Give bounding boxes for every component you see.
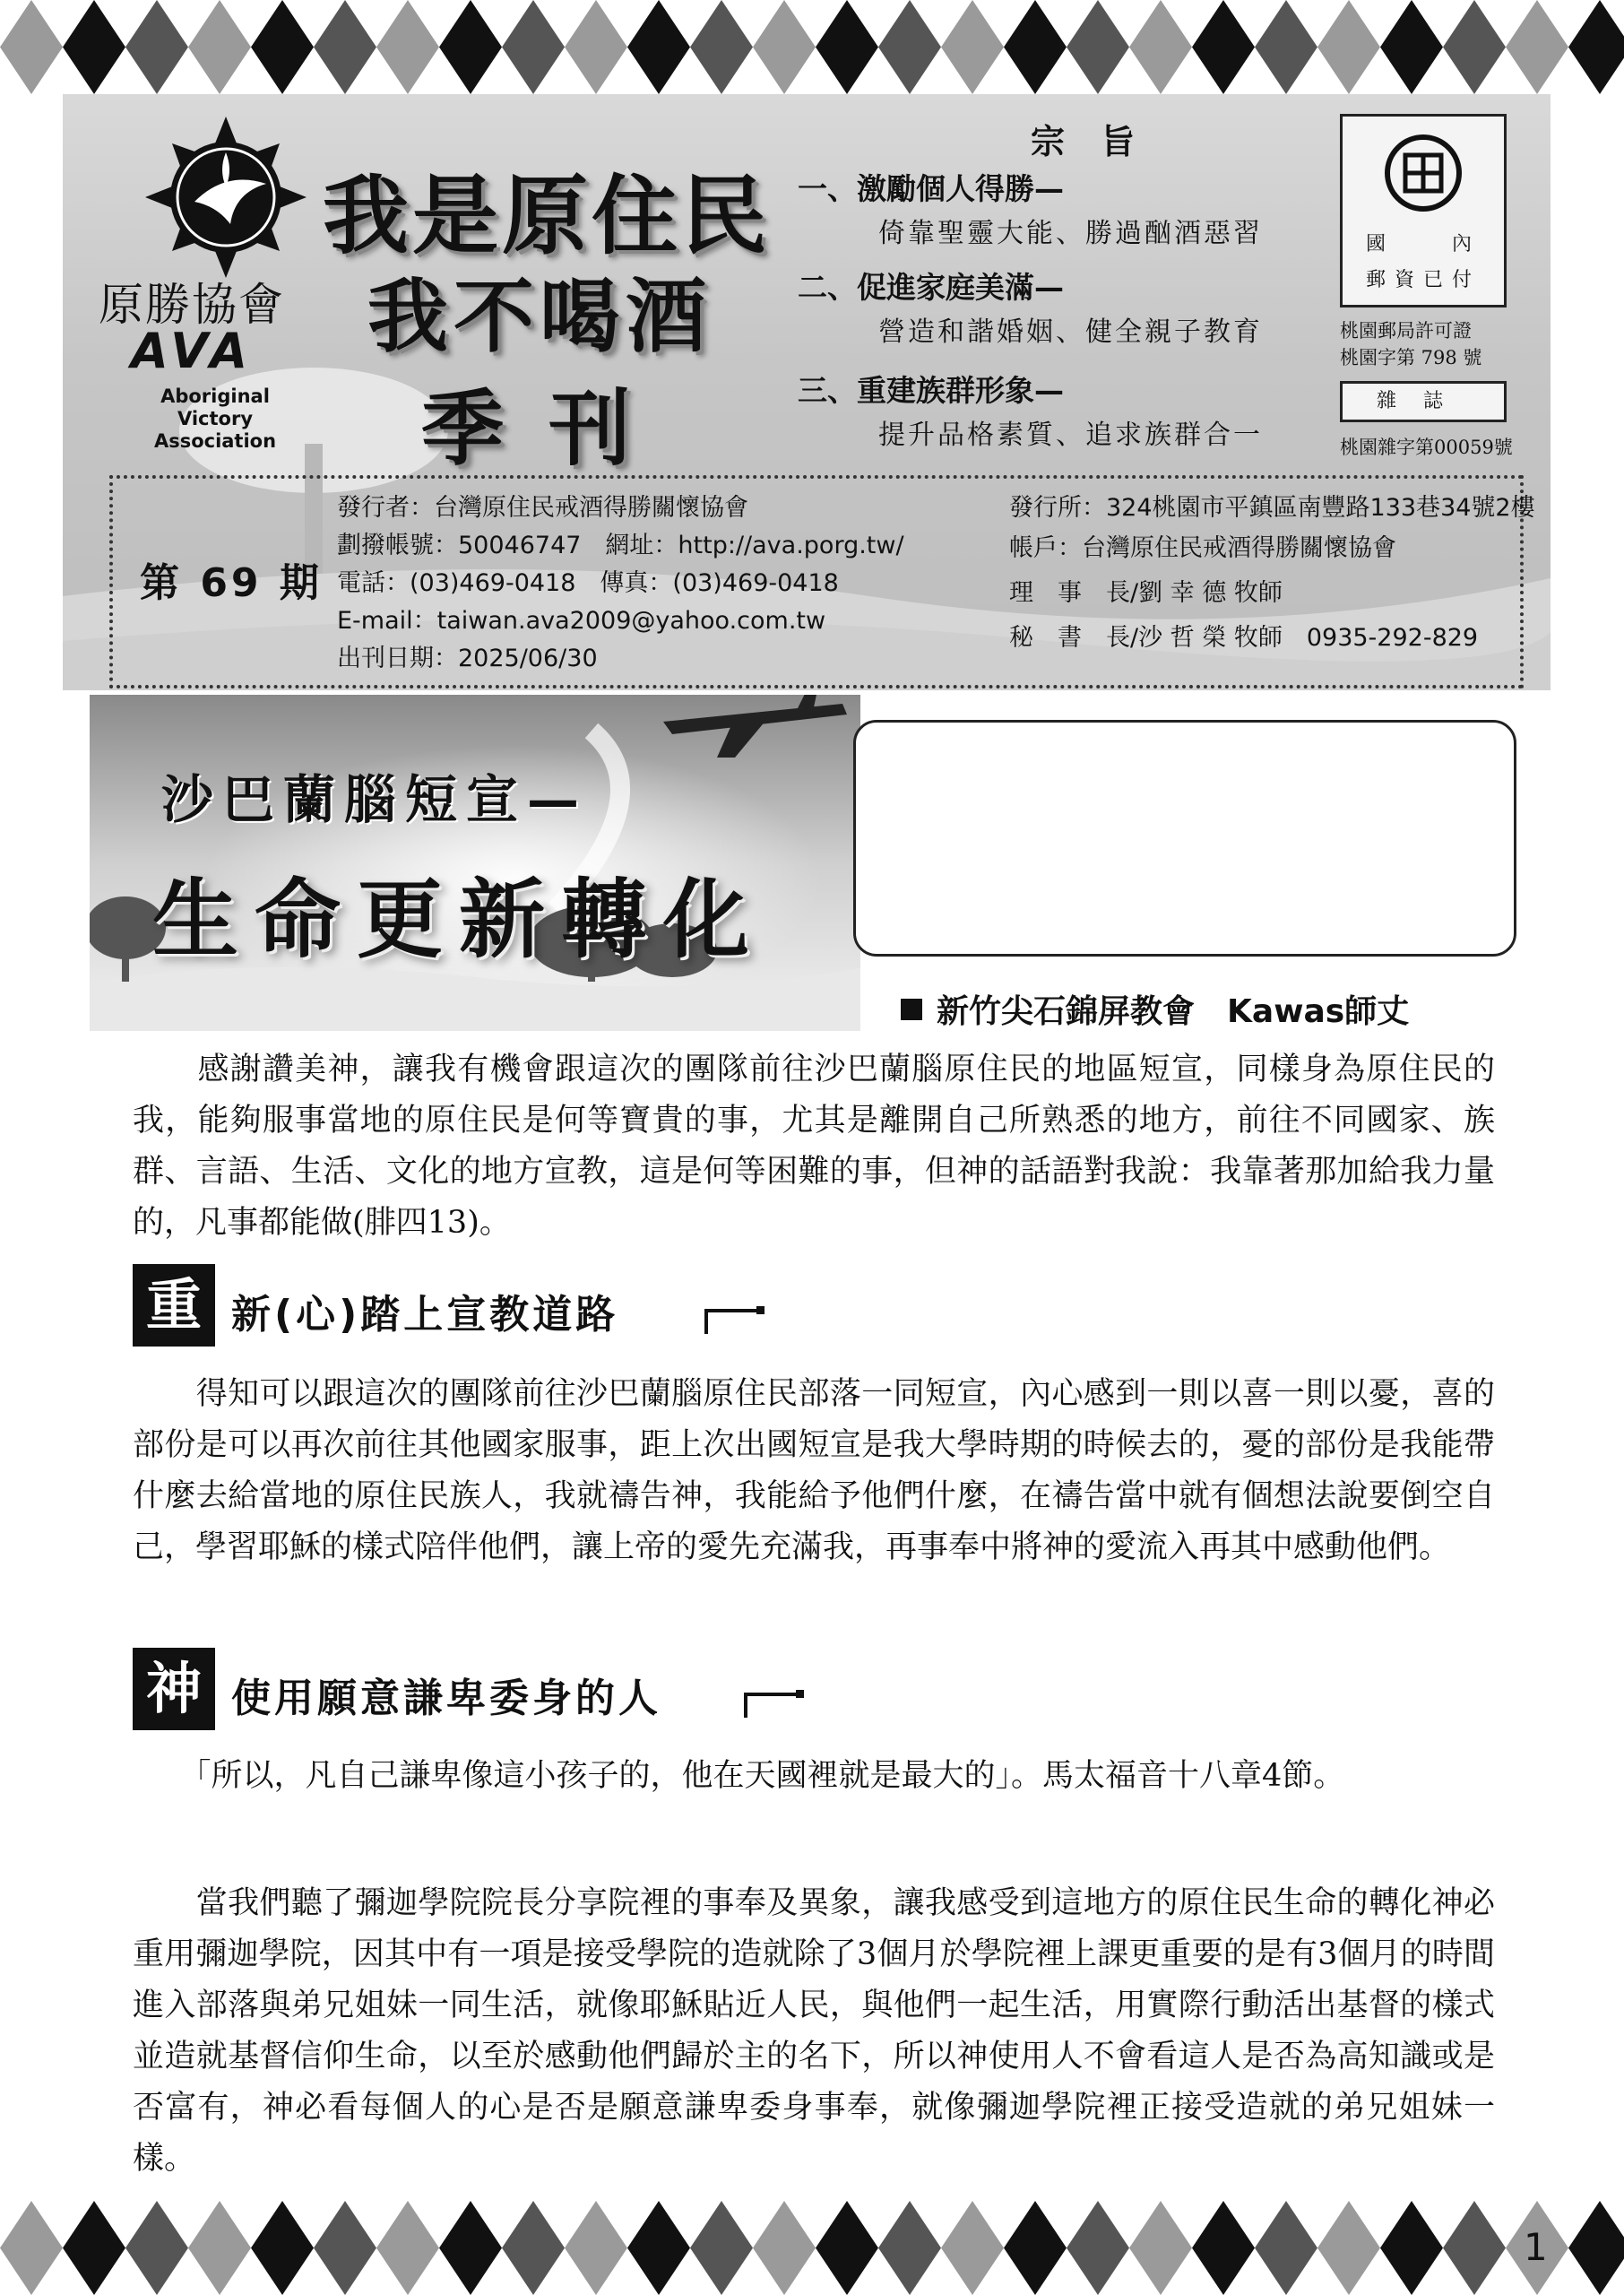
section-heading-1 bbox=[133, 1264, 850, 1347]
masthead bbox=[63, 94, 1551, 690]
article-byline bbox=[901, 986, 1409, 1032]
org-en-line: Victory bbox=[177, 408, 254, 429]
top-diamond-border bbox=[0, 0, 1624, 94]
issue-number: 第 69 期 bbox=[140, 560, 323, 606]
purpose-heading: 宗旨 bbox=[1031, 122, 1171, 161]
info-line: 電話：(03)469-0418 傳真：(03)469-0418 bbox=[337, 569, 839, 597]
info-line: 劃撥帳號：50046747 網址：http://ava.porg.tw/ bbox=[337, 532, 904, 559]
info-line: 理 事 長/劉 幸 德 牧師 bbox=[1009, 579, 1283, 607]
heading-ornament bbox=[703, 1302, 765, 1338]
purpose-label: 二、促進家庭美滿— bbox=[798, 270, 1064, 305]
org-name: 原勝協會 bbox=[99, 279, 285, 331]
info-line: 發行所：324桃園市平鎮區南豐路133巷34號2樓 bbox=[1009, 494, 1535, 522]
info-line: 發行者：台灣原住民戒酒得勝關懷協會 bbox=[337, 494, 748, 522]
org-abbreviation: AVA bbox=[131, 323, 254, 379]
magazine-registration: 桃園雜字第00059號 bbox=[1340, 437, 1513, 458]
postal-permit: 桃園字第 798 號 bbox=[1340, 347, 1482, 368]
magazine-title-line-2: 我不喝酒 bbox=[367, 270, 712, 364]
page-number: 1 bbox=[1524, 2225, 1548, 2269]
address-label-box bbox=[853, 720, 1516, 957]
org-en-line: Aboriginal bbox=[160, 385, 270, 407]
section-title: 使用願意謙卑委身的人 bbox=[231, 1676, 661, 1721]
magazine-title-line-3: 季刊 bbox=[421, 381, 677, 477]
banner-subtitle: 沙巴蘭腦短宣— bbox=[161, 769, 589, 830]
section-2-paragraph: 當我們聽了彌迦學院院長分享院裡的事奉及異象，讓我感受到這地方的原住民生命的轉化神必重用彌迦學院，因其中有一項是接受學院的造就除了3個月於學院裡上課更重要的是有3個月的時間進入部落與弟兄姐妹一同生活，就像耶穌貼近人民，與他們一起生活，用實際行動活出基督的樣式並造就基督信仰生命，以至於感動他們歸於主的名下，所以神使用人不會看這人是否為高知識或是否富有，神必看每個人的心是否是願意謙卑委身事奉，就像彌迦學院裡正接受造就的弟兄姐妹一樣。 bbox=[133, 1885, 1495, 2177]
square-bullet-icon bbox=[901, 999, 922, 1020]
section-heading-2 bbox=[133, 1648, 850, 1730]
purpose-detail: 倚靠聖靈大能、勝過酗酒惡習 bbox=[878, 218, 1263, 249]
banner-title: 生命更新轉化 bbox=[152, 869, 765, 970]
info-line: 秘 書 長/沙 哲 榮 牧師 0935-292-829 bbox=[1009, 624, 1479, 652]
postal-permit: 桃園郵局許可證 bbox=[1340, 320, 1472, 342]
purpose-detail: 營造和諧婚姻、健全親子教育 bbox=[878, 316, 1263, 348]
org-en-line: Association bbox=[153, 430, 277, 452]
postage-line: 國 內 bbox=[1365, 233, 1481, 255]
purpose-detail: 提升品格素質、追求族群合一 bbox=[878, 420, 1263, 451]
postal-logo-icon bbox=[1383, 133, 1464, 213]
org-english-name bbox=[117, 385, 314, 453]
info-line: E-mail：taiwan.ava2009@yahoo.com.tw bbox=[337, 607, 826, 635]
heading-ornament bbox=[742, 1685, 805, 1721]
byline-text: 新竹尖石錦屏教會 Kawas師丈 bbox=[937, 993, 1410, 1030]
scripture-quote: 「所以，凡自己謙卑像這小孩子的，他在天國裡就是最大的」。馬太福音十八章4節。 bbox=[133, 1758, 1345, 1794]
association-logo bbox=[145, 117, 307, 278]
bottom-diamond-border bbox=[0, 2201, 1624, 2295]
section-initial: 神 bbox=[133, 1648, 215, 1730]
intro-paragraph: 感謝讚美神，讓我有機會跟這次的團隊前往沙巴蘭腦原住民的地區短宣，同樣身為原住民的我，能夠服事當地的原住民是何等寶貴的事，尤其是離開自己所熟悉的地方，前往不同國家、族群、言語、生活、文化的地方宣教，這是何等困難的事，但神的話語對我說：我靠著那加給我力量的，凡事都能做(腓四13)。 bbox=[133, 1052, 1495, 1241]
purpose-label: 一、激勵個人得勝— bbox=[798, 171, 1064, 206]
magazine-title-line-1: 我是原住民 bbox=[323, 166, 771, 266]
info-line: 帳戶：台灣原住民戒酒得勝關懷協會 bbox=[1009, 534, 1396, 562]
article-banner bbox=[90, 695, 860, 1031]
postage-line: 郵資已付 bbox=[1365, 269, 1481, 291]
info-line: 出刊日期：2025/06/30 bbox=[337, 645, 598, 672]
postage-paid-stamp bbox=[1340, 114, 1507, 307]
section-initial: 重 bbox=[133, 1264, 215, 1347]
publication-info-box bbox=[109, 475, 1535, 688]
magazine-label: 雜誌 bbox=[1340, 381, 1507, 422]
purpose-label: 三、重建族群形象— bbox=[798, 373, 1064, 408]
section-1-paragraph: 得知可以跟這次的團隊前往沙巴蘭腦原住民部落一同短宣，內心感到一則以喜一則以憂，喜的部份是可以再次前往其他國家服事，距上次出國短宣是我大學時期的時候去的，憂的部份是我能帶什麼去給當地的原住民族人，我就禱告神，我能給予他們什麼，在禱告當中就有個想法說要倒空自己，學習耶穌的樣式陪伴他們，讓上帝的愛先充滿我，再事奉中將神的愛流入再其中感動他們。 bbox=[133, 1376, 1495, 1565]
section-title: 新(心)踏上宣教道路 bbox=[231, 1292, 619, 1338]
